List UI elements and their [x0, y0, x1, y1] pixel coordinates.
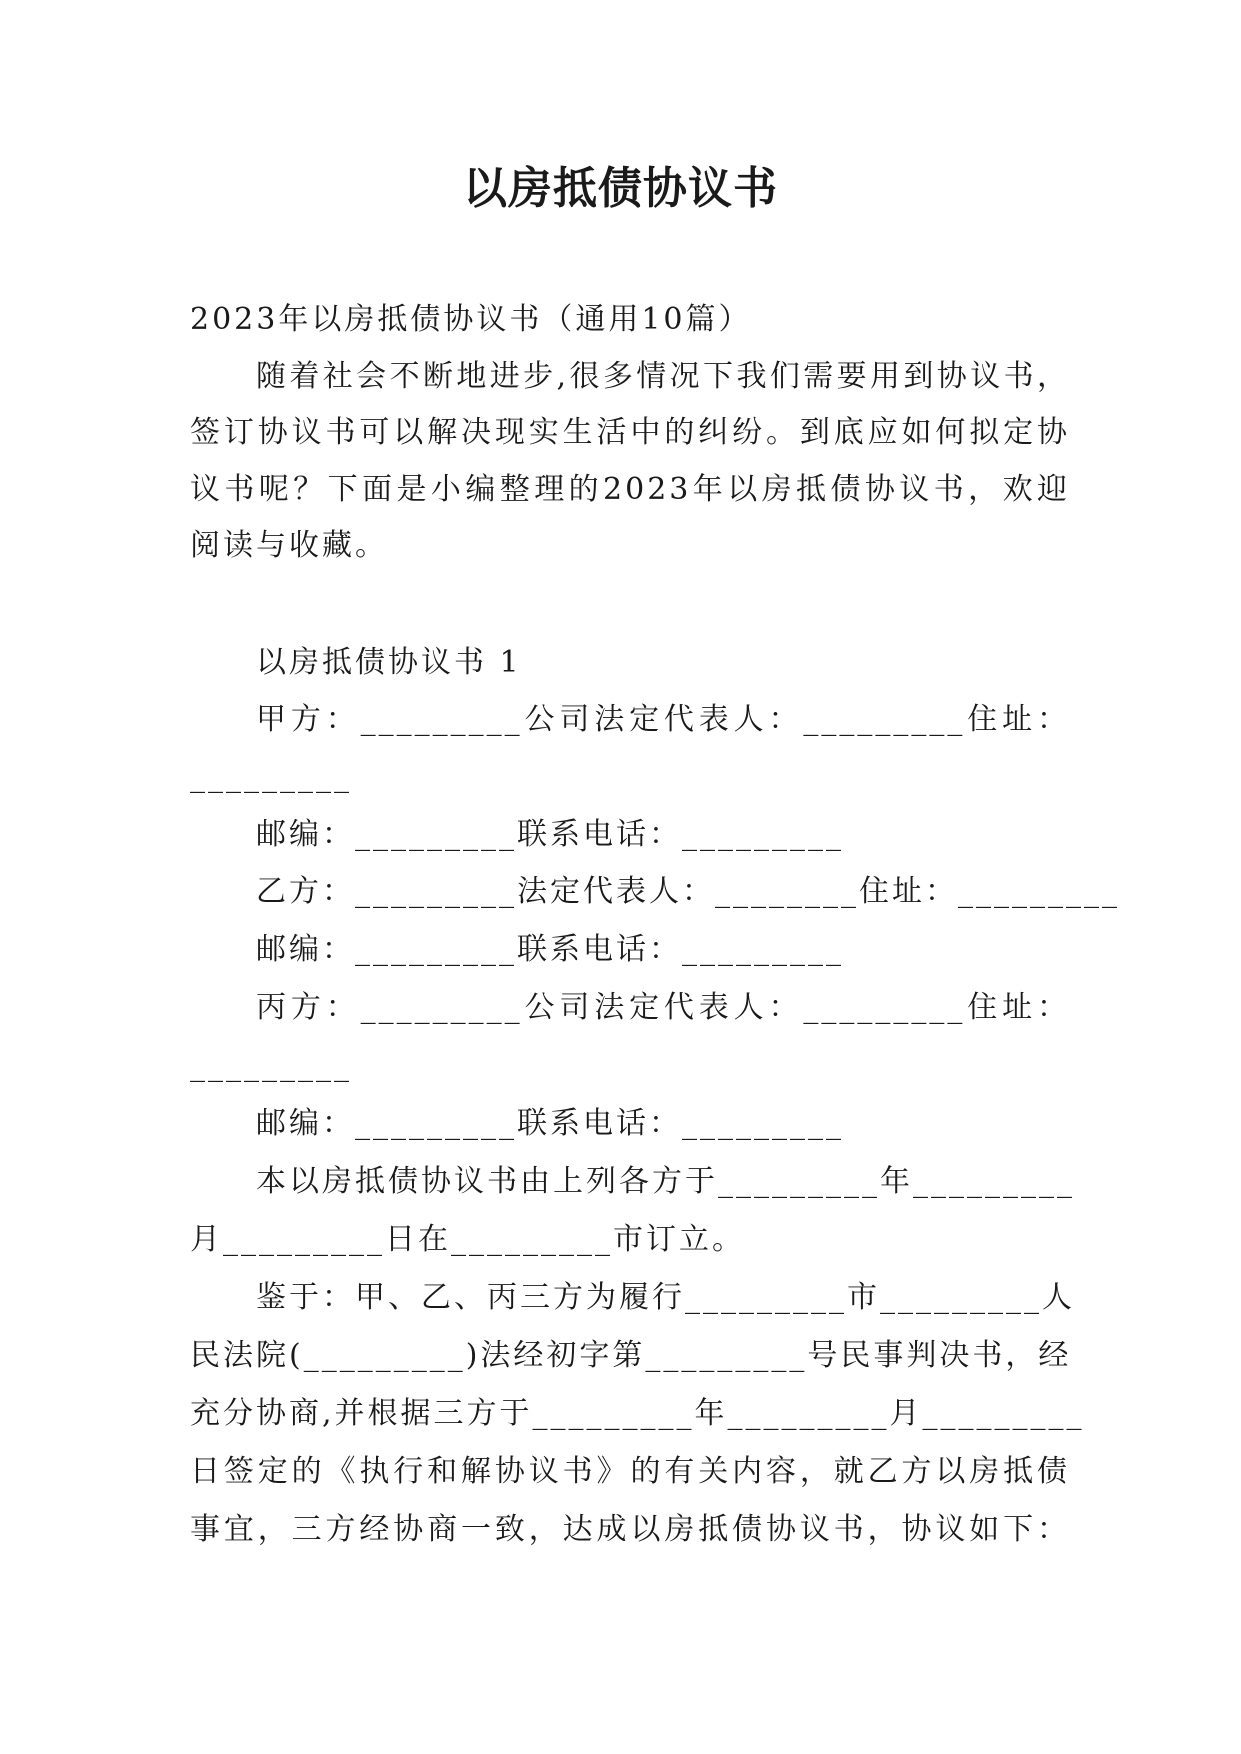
- whereas-line-1: 鉴于：甲、乙、丙三方为履行_________市_________人: [256, 1280, 1075, 1315]
- subtitle: 2023年以房抵债协议书（通用10篇）: [190, 302, 752, 337]
- whereas-line-3: 充分协商,并根据三方于_________年_________月_________: [190, 1396, 1085, 1431]
- party-a-address-line: _________: [190, 759, 352, 794]
- party-b-postcode-line: 邮编：_________联系电话：_________: [256, 932, 844, 967]
- party-c-postcode-line: 邮编：_________联系电话：_________: [256, 1106, 844, 1141]
- intro-line-4: 阅读与收藏。: [190, 528, 388, 563]
- document-title: 以房抵债协议书: [463, 163, 778, 214]
- section-heading: 以房抵债协议书 1: [256, 645, 522, 680]
- signing-line-2: 月_________日在_________市订立。: [190, 1222, 745, 1257]
- party-a-line: 甲方：_________公司法定代表人：_________住址：: [256, 702, 1070, 737]
- whereas-line-5: 事宜，三方经协商一致，达成以房抵债协议书，协议如下：: [190, 1512, 1070, 1547]
- party-a-postcode-line: 邮编：_________联系电话：_________: [256, 817, 844, 852]
- intro-line-1: 随着社会不断地进步,很多情况下我们需要用到协议书，: [256, 359, 1070, 394]
- signing-line-1: 本以房抵债协议书由上列各方于_________年_________: [256, 1164, 1075, 1199]
- whereas-line-2: 民法院(_________)法经初字第_________号民事判决书，经: [190, 1338, 1072, 1373]
- intro-line-3: 议书呢？下面是小编整理的2023年以房抵债协议书，欢迎: [190, 472, 1070, 507]
- intro-line-2: 签订协议书可以解决现实生活中的纠纷。到底应如何拟定协: [190, 415, 1070, 450]
- party-c-line: 丙方：_________公司法定代表人：_________住址：: [256, 990, 1070, 1025]
- party-b-line: 乙方：_________法定代表人：________住址：_________: [256, 874, 1120, 909]
- whereas-line-4: 日签定的《执行和解协议书》的有关内容，就乙方以房抵债: [190, 1454, 1070, 1489]
- party-c-address-line: _________: [190, 1048, 352, 1083]
